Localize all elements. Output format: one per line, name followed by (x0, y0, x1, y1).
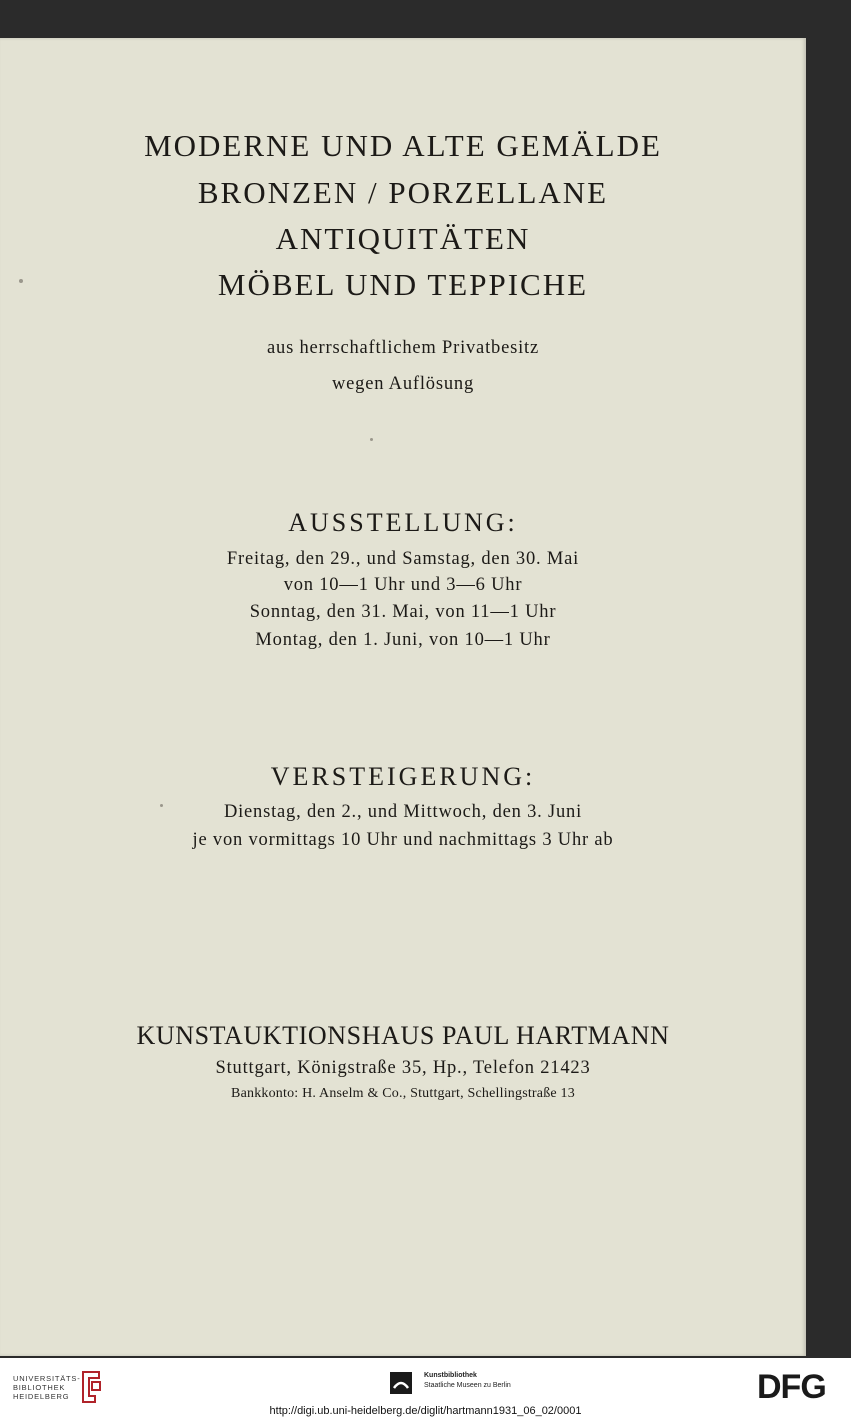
exhibition-title: AUSSTELLUNG: (288, 508, 518, 537)
heading-line-3: ANTIQUITÄTEN (275, 221, 531, 256)
kunstbibliothek-label (424, 1371, 511, 1391)
auction-line-1: Dienstag, den 2., und Mittwoch, den 3. Juni (223, 802, 583, 822)
kunstbibliothek-logo-icon[interactable] (390, 1372, 412, 1394)
paper-speck (160, 804, 163, 807)
kunstbibliothek-title: Kunstbibliothek (424, 1372, 477, 1379)
exhibition-line-2: von 10—1 Uhr und 3—6 Uhr (283, 575, 523, 595)
dfg-logo[interactable]: DFG (757, 1368, 826, 1406)
heading-line-4: MÖBEL UND TEPPICHE (217, 267, 589, 302)
exhibition-line-3: Sonntag, den 31. Mai, von 11—1 Uhr (249, 602, 557, 622)
ub-logo-line: UNIVERSITÄTS- (13, 1374, 81, 1383)
auction-house-name: KUNSTAUKTIONSHAUS PAUL HARTMANN (136, 1021, 670, 1050)
ub-logo-line: BIBLIOTHEK (13, 1383, 66, 1392)
exhibition-line-1: Freitag, den 29., und Samstag, den 30. Mai (226, 549, 580, 569)
subheading-line-2: wegen Auflösung (332, 374, 474, 394)
ub-heidelberg-logo[interactable] (13, 1374, 81, 1401)
auction-line-2: je von vormittags 10 Uhr und nachmittags 3 Uhr ab (192, 830, 614, 850)
source-url-link[interactable]: http://digi.ub.uni-heidelberg.de/diglit/hartmann1931_06_02/0001 (269, 1405, 582, 1417)
kunstbibliothek-subtitle: Staatliche Museen zu Berlin (424, 1382, 511, 1389)
ub-logo-line: HEIDELBERG (13, 1392, 70, 1401)
digitization-footer (0, 1358, 851, 1420)
ub-heidelberg-mark-icon (80, 1370, 102, 1404)
auction-house-bank: Bankkonto: H. Anselm & Co., Stuttgart, Schellingstraße 13 (231, 1086, 575, 1101)
heading-line-2: BRONZEN / PORZELLANE (197, 175, 609, 210)
subheading-line-1: aus herrschaftlichem Privatbesitz (267, 338, 539, 358)
catalog-page (0, 38, 806, 1356)
paper-speck (19, 279, 23, 283)
paper-speck (370, 438, 373, 441)
exhibition-line-4: Montag, den 1. Juni, von 10—1 Uhr (255, 630, 551, 650)
auction-title: VERSTEIGERUNG: (270, 762, 536, 791)
heading-line-1: MODERNE UND ALTE GEMÄLDE (144, 128, 662, 163)
auction-house-address: Stuttgart, Königstraße 35, Hp., Telefon 21423 (215, 1058, 591, 1078)
